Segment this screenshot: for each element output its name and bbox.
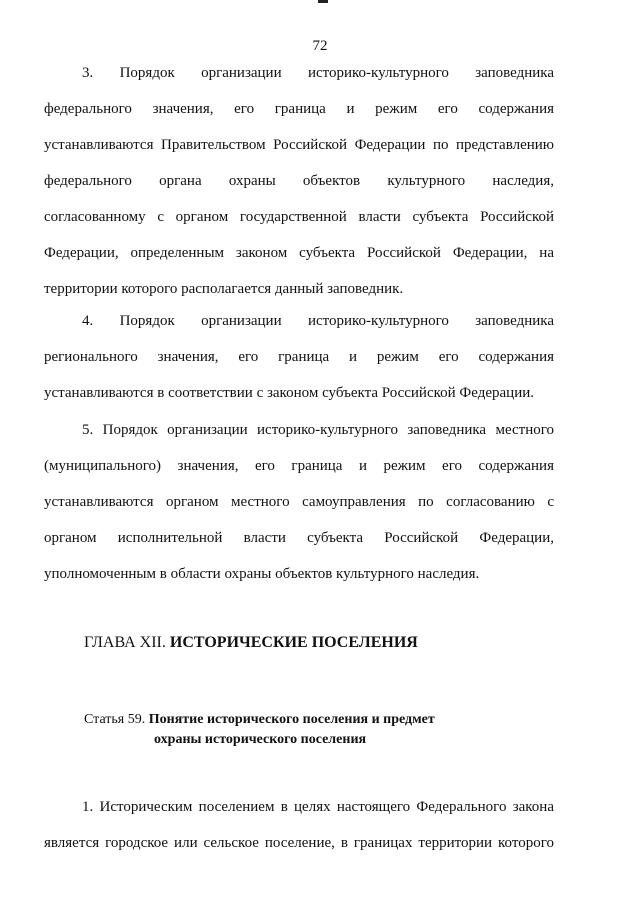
paragraph-line: регионального значения, его граница и режим его содержания	[44, 349, 554, 365]
paragraph-line: Федерации, определенным законом субъекта Российской Федерации, на	[44, 245, 554, 261]
paragraph-line: устанавливаются в соответствии с законом субъекта Российской Федерации.	[44, 385, 535, 401]
top-edge-mark	[318, 0, 328, 3]
article-paragraph-1	[44, 789, 554, 861]
paragraph-line: (муниципального) значения, его граница и режим его содержания	[44, 458, 554, 474]
chapter-title: ИСТОРИЧЕСКИЕ ПОСЕЛЕНИЯ	[169, 634, 418, 651]
paragraph-line: согласованному с органом государственной власти субъекта Российской	[44, 209, 554, 225]
paragraph-line: уполномоченным в области охраны объектов культурного наследия.	[44, 566, 480, 582]
paragraph-line: федерального значения, его граница и режим его содержания	[44, 101, 554, 117]
article-title-line1: Понятие исторического поселения и предмет	[148, 712, 435, 727]
article-prefix: Статья 59.	[84, 712, 146, 727]
page-number: 72	[312, 38, 328, 54]
paragraph-line: устанавливаются органом местного самоуправления по согласованию с	[44, 494, 554, 510]
paragraph-line: является городское или сельское поселение, в границах территории которого	[44, 835, 554, 851]
paragraph-4	[44, 303, 554, 411]
article-heading	[84, 710, 435, 750]
article-title-line2: охраны исторического поселения	[154, 732, 367, 747]
paragraph-3	[44, 55, 554, 307]
paragraph-line: 4. Порядок организации историко-культурного заповедника	[82, 313, 554, 329]
paragraph-5	[44, 412, 554, 592]
paragraph-line: органом исполнительной власти субъекта Российской Федерации,	[44, 530, 554, 546]
chapter-heading	[84, 634, 418, 652]
paragraph-line: федерального органа охраны объектов культурного наследия,	[44, 173, 554, 189]
paragraph-line: 5. Порядок организации историко-культурного заповедника местного	[82, 422, 554, 438]
paragraph-line: территории которого располагается данный заповедник.	[44, 281, 404, 297]
chapter-prefix: ГЛАВА XII.	[84, 634, 166, 651]
paragraph-line: устанавливаются Правительством Российской Федерации по представлению	[44, 137, 554, 153]
paragraph-line: 1. Историческим поселением в целях настоящего Федерального закона	[82, 799, 554, 815]
paragraph-line: 3. Порядок организации историко-культурного заповедника	[82, 65, 554, 81]
